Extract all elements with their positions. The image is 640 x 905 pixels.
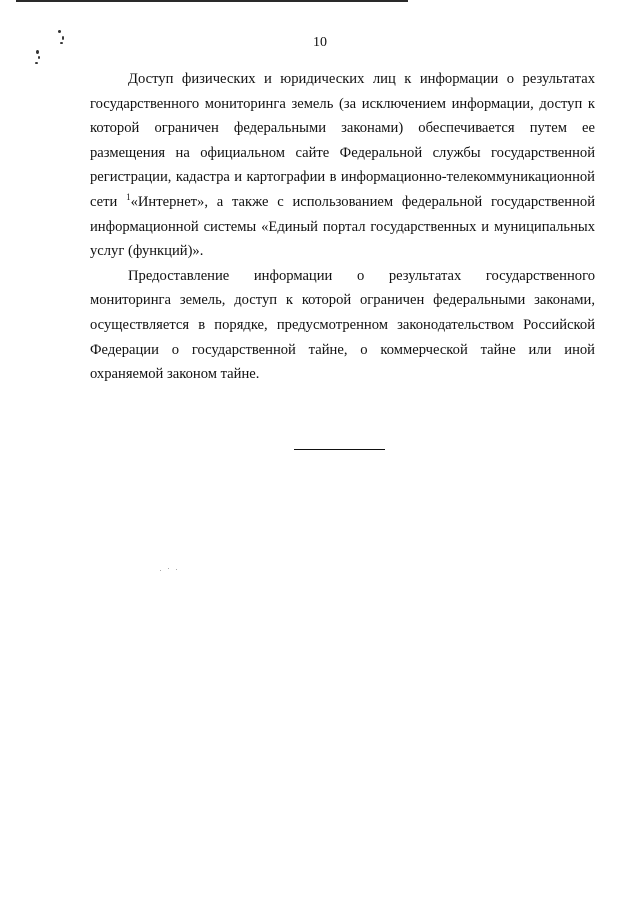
note-mark: 1 <box>126 192 131 203</box>
paragraph-restricted-info: Предоставление информации о результатах государственного мониторинга земель, доступ к которой ограничен федеральными законами, осуществляется в порядке, предусмотренном законодательством Российской Федерации о государственной тайне, о коммерческой тайне или иной охраняемой законом тайне. <box>90 267 595 383</box>
scan-artifact <box>58 30 61 33</box>
end-separator-line <box>294 449 385 450</box>
paragraph-access-info <box>90 67 595 264</box>
page-number: 10 <box>313 35 327 50</box>
scan-speck <box>168 568 169 569</box>
scan-artifact <box>35 62 38 64</box>
paragraph-text: Доступ физических и юридических лиц к информации о результатах государственного мониторинга земель (за исключением информации, доступ к которой ограничен федеральными законами) обеспечивается путем ее размещения на официальном сайте Федеральной службы государственной регистрации, кадастра и картографии в информационно-телекоммуникационной сети <box>90 71 595 210</box>
body-text <box>90 67 595 387</box>
top-border-line <box>16 0 408 2</box>
scan-speck <box>160 570 161 571</box>
paragraph-text-continued: «Интернет», а также с использованием федеральной государственной информационной системы «Единый портал государственных и муниципальных услуг (функций)». <box>90 193 596 260</box>
scan-artifact <box>38 56 40 59</box>
scan-speck <box>176 569 177 570</box>
